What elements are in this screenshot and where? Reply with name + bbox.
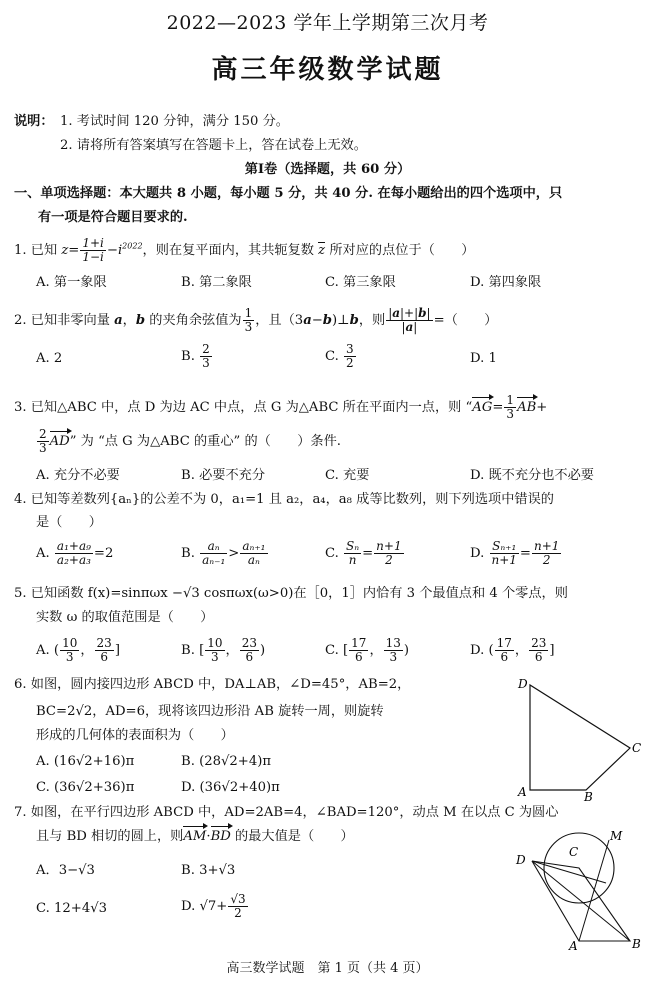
q1-formula: z= $\frac{1+i}{1-i}$ $-i^{2022}$ — [61, 236, 143, 264]
section-heading-line1: 一、单项选择题：本大题共 8 小题，每小题 5 分，共 40 分. 在每小题给出的四个选项中，只 — [14, 186, 563, 201]
q2-option-a: A. 2 — [36, 351, 63, 366]
question-4-line1: 4. 已知等差数列{aₙ}的公差不为 0，a₁=1 且 a₂，a₄，a₈ 成等比数列，则下列选项中错误的 — [14, 492, 554, 507]
section-heading-line2: 有一项是符合题目要求的. — [38, 210, 188, 225]
subject-title: 高三年级数学试题 — [211, 55, 444, 85]
question-4-line2: 是（ ） — [36, 515, 102, 530]
q5-option-d: D. ( $\frac{17}{6}$ ， $\frac{23}{6}$ ] — [470, 636, 555, 664]
q1-tail2: 所对应的点位于（ ） — [329, 243, 475, 258]
q1-option-b: B. 第二象限 — [181, 275, 252, 290]
q1-option-c: C. 第三象限 — [325, 275, 396, 290]
q2-cos-value: $\frac{1}{3}$ — [244, 306, 253, 334]
q3-option-c: C. 充要 — [325, 468, 370, 483]
question-2: 2. 已知非零向量 a，b 的夹角余弦值为 $\frac{1}{3}$ ，且（3a−b)⊥b，则 $\frac{|a|+|b|}{|a|}$ =（ ） — [14, 306, 498, 334]
question-7-line1: 7. 如图，在平行四边形 ABCD 中，AD=2AB=4，∠BAD=120°，动点 M 在以点 C 为圆心 — [14, 805, 559, 820]
q6-quadrilateral-figure — [510, 672, 650, 804]
question-3-line1: 3. 已知△ABC 中，点 D 为边 AC 中点，点 G 为△ABC 所在平面内一点，则 “AG= $\frac{1}{3}$ AB+ — [14, 393, 548, 421]
q7-label-m: M — [610, 829, 623, 843]
q4-option-c: C. $\frac{\text{Sₙ}}{n}$ = $\frac{n+1}{2}$ — [325, 539, 402, 567]
q7-label-a: A — [569, 939, 578, 952]
q6-option-b: B. (28√2+4)π — [181, 754, 272, 769]
q2-text-c: ，且（3 — [255, 313, 304, 328]
q7-option-c: C. 12+4√3 — [36, 901, 108, 916]
q6-label-b: B — [584, 790, 593, 804]
q6-label-a: A — [518, 785, 527, 799]
q7-label-b: B — [632, 937, 641, 951]
question-5-line1: 5. 已知函数 f(x)=sinπωx −√3 cosπωx(ω>0)在［0，1］内恰有 3 个最值点和 4 个零点，则 — [14, 586, 568, 601]
q6-option-d: D. (36√2+40)π — [181, 780, 280, 795]
question-5-line2: 实数 ω 的取值范围是（ ） — [36, 610, 214, 625]
question-6-line2: BC=2√2，AD=6，现将该四边形沿 AB 旋转一周，则旋转 — [36, 704, 384, 719]
q4-option-b: B. $\frac{\text{aₙ}}{\text{aₙ₋₁}}$ > $\frac{\text{aₙ₊₁}}{\text{aₙ}}$ — [181, 539, 266, 567]
q2-text-b: 的夹角余弦值为 — [149, 313, 242, 328]
q1-option-a: A. 第一象限 — [36, 275, 107, 290]
question-6-line1: 6. 如图，圆内接四边形 ABCD 中，DA⊥AB，∠D=45°，AB=2， — [14, 677, 411, 692]
q1-zbar: z — [318, 243, 326, 258]
q6-option-a: A. (16√2+16)π — [36, 754, 135, 769]
q1-lead: 1. 已知 — [14, 243, 58, 258]
q6-quad-shape — [530, 685, 630, 790]
q3-line2-text: ” 为 “点 G 为△ABC 的重心” 的（ ）条件. — [69, 434, 341, 449]
q2-option-c: C. $\frac{3}{2}$ — [325, 342, 354, 370]
q6-label-c: C — [632, 741, 642, 755]
q2-text-d: ，则 — [358, 313, 386, 328]
q7-label-c: C — [569, 845, 579, 859]
q2-ratio: $\frac{|a|+|b|}{|a|}$ — [388, 306, 431, 334]
q4-option-a: A. $\frac{\text{a₁+a₉}}{\text{a₂+a₃}}$ =2 — [36, 539, 114, 567]
q3-option-a: A. 充分不必要 — [36, 468, 120, 483]
instruction-2: 2. 请将所有答案填写在答题卡上，答在试卷上无效。 — [60, 138, 367, 153]
instruction-1: 1. 考试时间 120 分钟，满分 150 分。 — [60, 114, 289, 129]
question-1 — [14, 237, 474, 264]
question-7-line2: 且与 BD 相切的圆上，则AM·BD 的最大值是（ ） — [36, 829, 354, 844]
q7-line2-tail: 的最大值是（ ） — [235, 829, 354, 844]
q3-option-d: D. 既不充分也不必要 — [470, 468, 594, 483]
q2-option-d: D. 1 — [470, 351, 497, 366]
q7-diagonal-bd — [532, 861, 630, 941]
q3-option-b: B. 必要不充分 — [181, 468, 266, 483]
q2-vec-b: b — [135, 313, 146, 328]
q4-option-d: D. $\frac{\text{Sₙ₊₁}}{n+1}$ = $\frac{n+1}{2}$ — [470, 539, 560, 567]
q7-option-d: D. √7+ $\frac{√3}{2}$ — [181, 892, 246, 920]
q7-parallelogram-figure — [514, 818, 652, 952]
instructions-label: 说明： — [14, 114, 54, 129]
q7-label-d: D — [516, 853, 526, 867]
volume-heading: 第Ⅰ卷（选择题，共 60 分） — [244, 162, 411, 177]
q1-tail: ，则在复平面内，其共轭复数 — [142, 243, 314, 258]
q5-option-a: A. ( $\frac{10}{3}$ ， $\frac{23}{6}$ ] — [36, 636, 120, 664]
q6-label-d: D — [518, 677, 528, 691]
q6-option-c: C. (36√2+36)π — [36, 780, 135, 795]
page-footer: 高三数学试题 第 1 页（共 4 页） — [226, 961, 429, 976]
q2-text-a: 2. 已知非零向量 — [14, 313, 110, 328]
q7-option-b: B. 3+√3 — [181, 863, 236, 878]
q1-option-d: D. 第四象限 — [470, 275, 542, 290]
q7-line2-text: 且与 BD 相切的圆上，则 — [36, 829, 184, 844]
q2-text-e: =（ ） — [433, 313, 498, 328]
q7-segment-am — [579, 840, 609, 941]
q2-option-b: B. $\frac{2}{3}$ — [181, 342, 210, 370]
q3-line1-text: 3. 已知△ABC 中，点 D 为边 AC 中点，点 G 为△ABC 所在平面内一点，则 “ — [14, 400, 473, 415]
q7-option-a: A．3−√3 — [36, 863, 95, 878]
q5-option-b: B. [ $\frac{10}{3}$ ， $\frac{23}{6}$ ) — [181, 636, 266, 664]
question-6-line3: 形成的几何体的表面积为（ ） — [36, 728, 234, 743]
exam-title: 2022—2023 学年上学期第三次月考 — [166, 12, 489, 34]
question-3-line2: $\frac{2}{3}$ AD” 为 “点 G 为△ABC 的重心” 的（ ）条件. — [39, 427, 341, 455]
q5-option-c: C. [ $\frac{17}{6}$ ， $\frac{13}{3}$ ) — [325, 636, 410, 664]
q2-vec-a: a — [114, 313, 123, 328]
